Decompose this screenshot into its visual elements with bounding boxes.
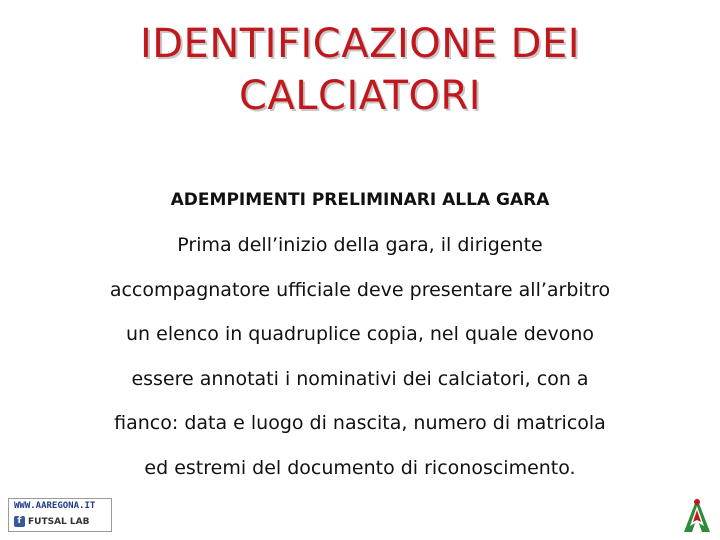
body-line: accompagnatore ufficiale deve presentare all’arbitro — [109, 278, 611, 301]
slide-title-line-2: CALCIATORI — [238, 73, 482, 119]
logo-futsal-row — [14, 516, 89, 527]
logo-website-text: WWW.AAREGONA.IT — [14, 501, 96, 511]
facebook-icon: f — [14, 516, 25, 527]
slide-subtitle: ADEMPIMENTI PRELIMINARI ALLA GARA — [170, 190, 550, 210]
body-line: ed estremi del documento di riconoscimento. — [144, 456, 576, 479]
logo-futsal-text: FUTSAL LAB — [28, 516, 90, 527]
body-line: essere annotati i nominativi dei calciatori, con a — [131, 367, 589, 390]
slide-title-line-1: IDENTIFICAZIONE DEI — [139, 21, 581, 67]
footer-logo-left — [8, 498, 112, 532]
aia-referee-logo-icon — [680, 496, 714, 534]
body-line: Prima dell’inizio della gara, il dirigente — [177, 234, 543, 256]
slide-body — [40, 228, 680, 495]
body-line: fianco: data e luogo di nascita, numero di matricola — [114, 412, 606, 434]
slide-title — [0, 18, 720, 122]
body-line: un elenco in quadruplice copia, nel quale devono — [126, 323, 594, 345]
